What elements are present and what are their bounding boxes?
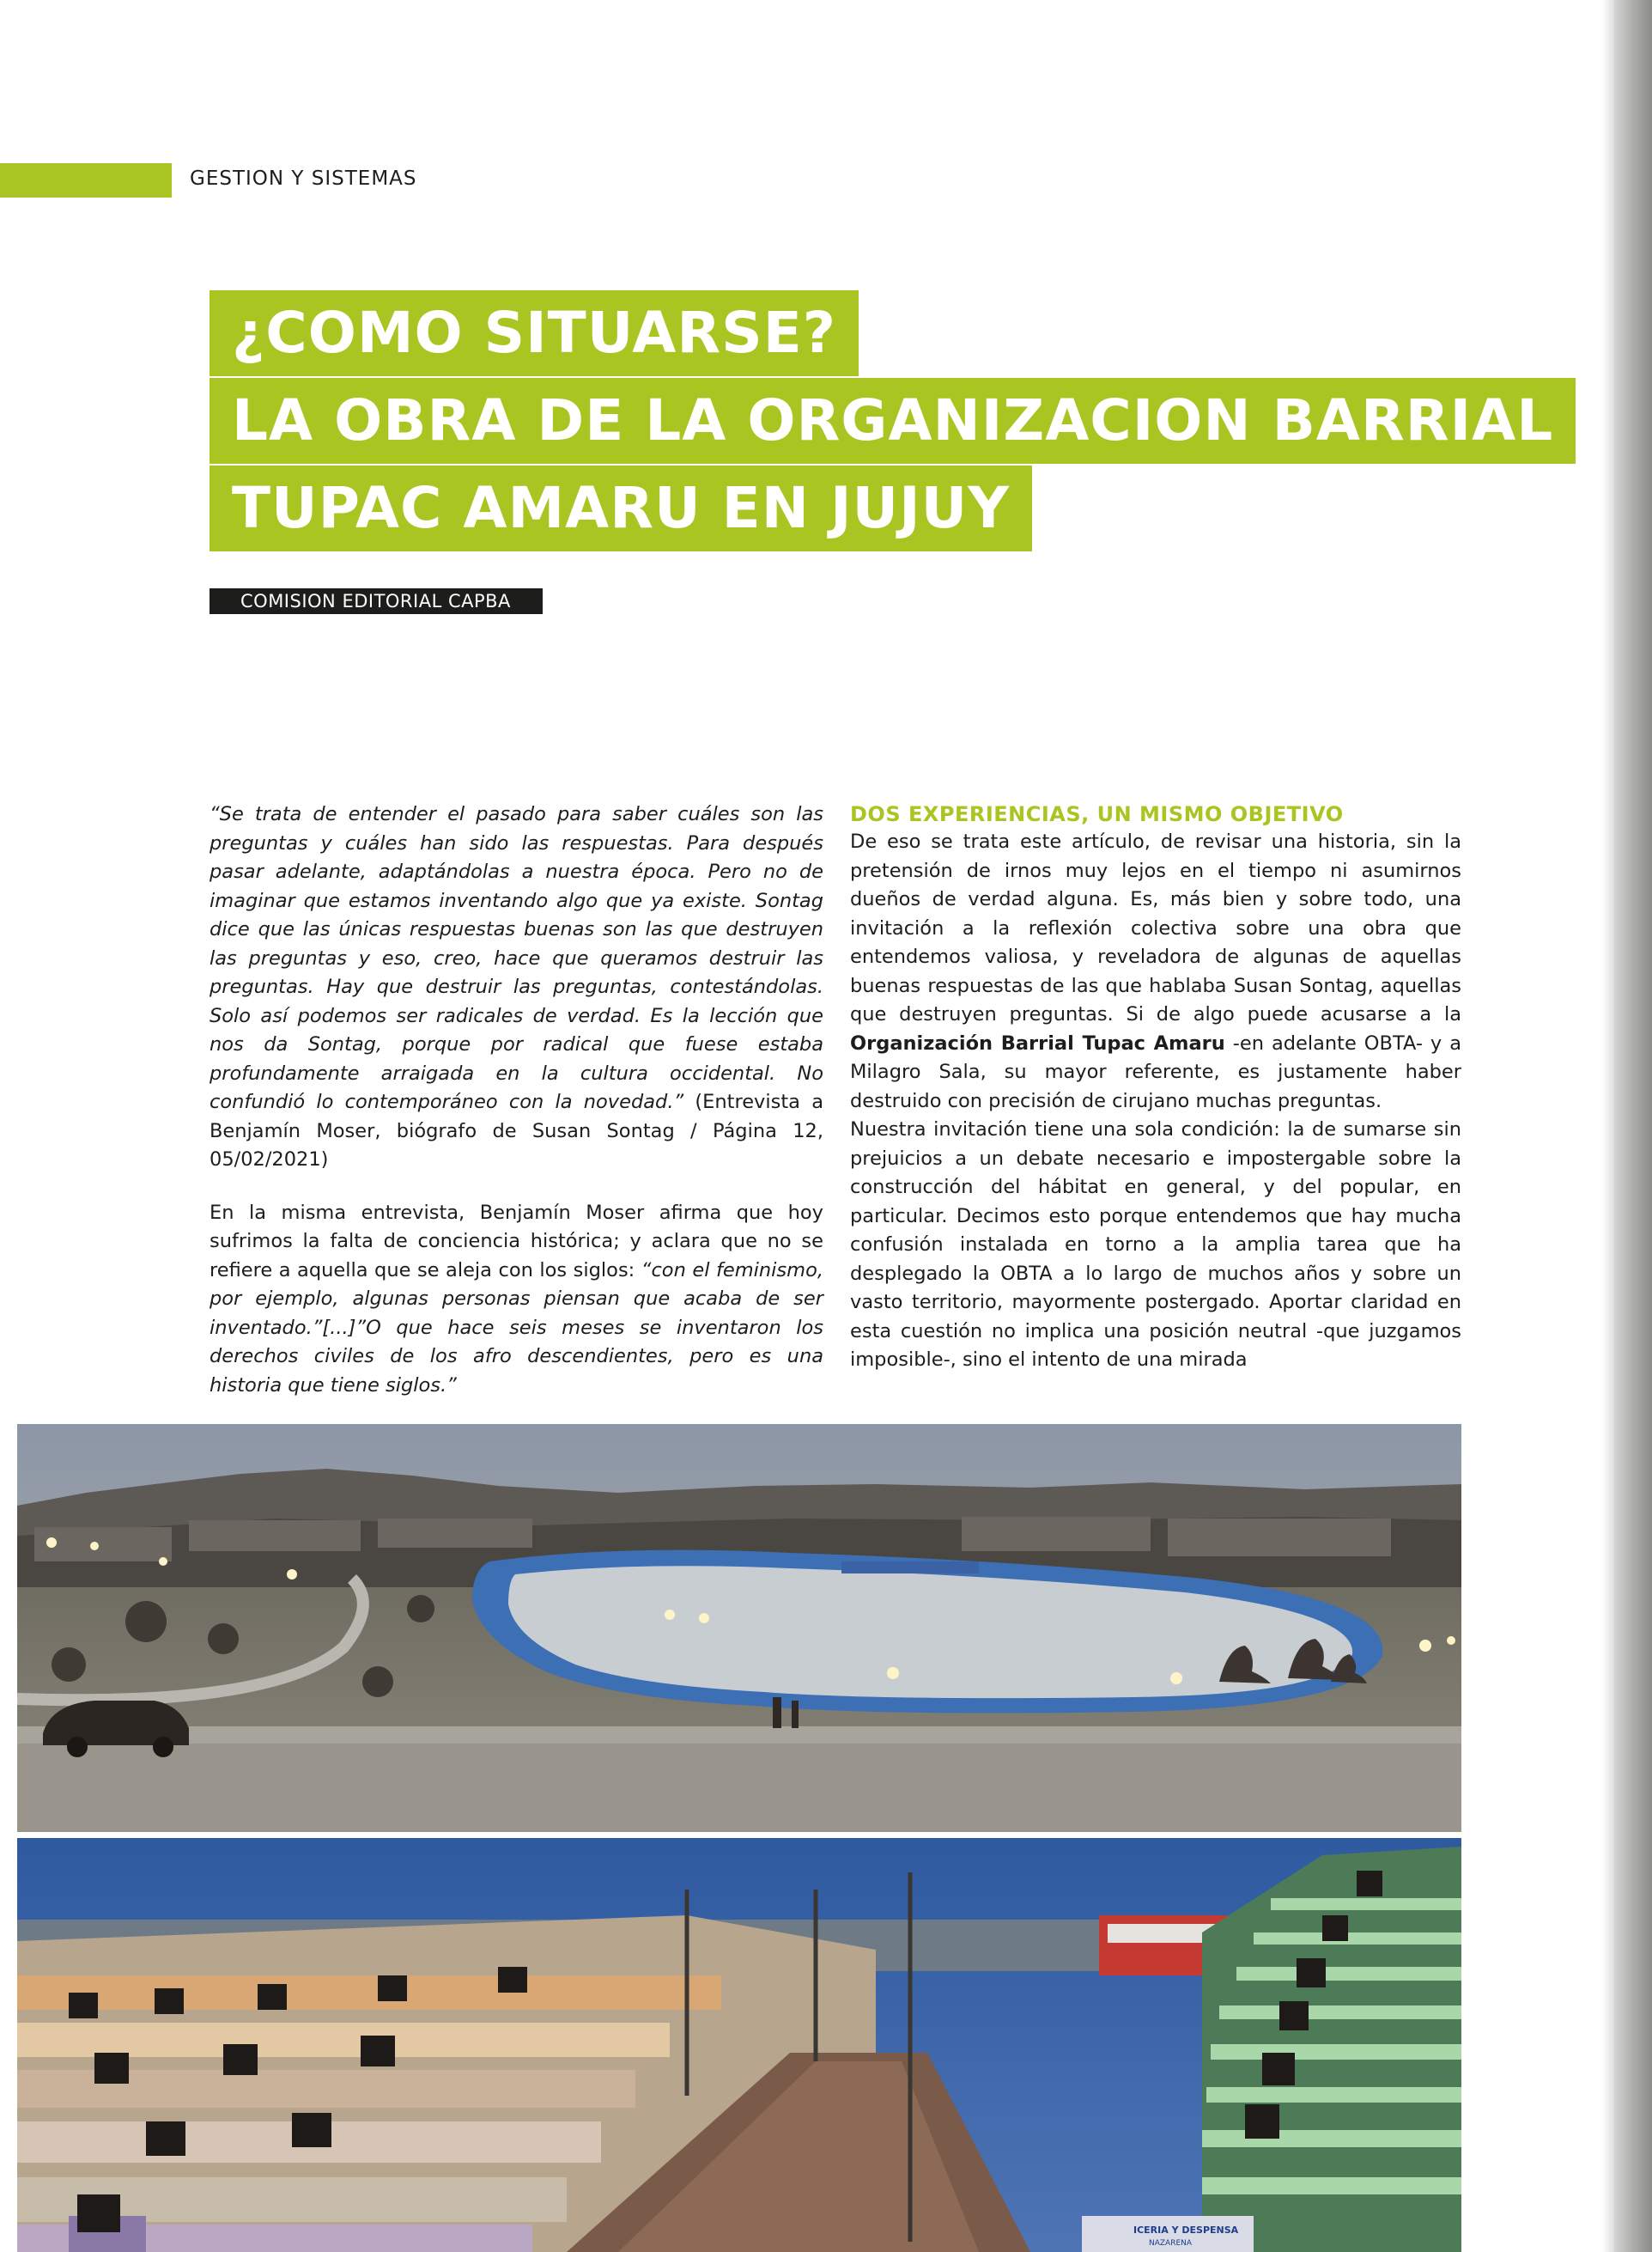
organization-name: Organización Barrial Tupac Amaru xyxy=(850,1032,1225,1055)
store-sign-text: ICERIA Y DESPENSA xyxy=(1133,2225,1239,2236)
title-line-3: TUPAC AMARU EN JUJUY xyxy=(210,466,1032,551)
title-line-1: ¿COMO SITUARSE? xyxy=(210,290,859,376)
section-label: GESTION Y SISTEMAS xyxy=(190,167,417,190)
page-binding-edge xyxy=(1614,0,1652,2252)
left-column xyxy=(210,800,823,1400)
section-marker-bar xyxy=(0,163,172,198)
byline: COMISION EDITORIAL CAPBA xyxy=(210,588,543,614)
opening-quote-paragraph xyxy=(210,800,823,1175)
opening-quote: “Se trata de entender el pasado para saber cuáles son las preguntas y cuáles han sido las respuestas. Para después pasar adelante, adaptándolas a nuestra época. Pero no de imaginar que estamos inventando algo que ya existe. Sontag dice que las únicas respuestas buenas son las que destruyen las preguntas y eso, creo, hace que queramos destruir las preguntas. Hay que destruir las preguntas, contestándolas. Solo así podemos ser radicales de verdad. Es la lección que nos da Sontag, porque por radical que fuese estaba profundamente arraigada en la cultura occidental. No confundió lo contemporáneo con la novedad.” xyxy=(210,803,823,1113)
right-paragraph-2: Nuestra invitación tiene una sola condición: la de sumarse sin prejuicios a un debate necesario e impostergable sobre la construcción del hábitat en general, y del popular, en particular. Decimos esto porque entendemos que hay mucha confusión instalada en torno a la amplia tarea que ha desplegado la OBTA a lo largo de muchos años y sobre un vasto territorio, mayormente postergado. Aportar claridad en esta cuestión no implica una posición neutral -que juzgamos imposible-, sino el intento de una mirada xyxy=(850,1118,1461,1371)
paragraph-2 xyxy=(210,1199,823,1401)
title-line-2: LA OBRA DE LA ORGANIZACION BARRIAL xyxy=(210,378,1576,464)
right-paragraph-1-text-b: -en adelante OBTA- y a Milagro Sala, su mayor referente, es justamente haber destruido con precisión de cirujano muchas preguntas. xyxy=(850,1032,1462,1112)
quote-source: (Entrevista a Benjamín Moser, biógrafo de Susan Sontag / Página 12, 05/02/2021) xyxy=(210,1091,823,1171)
photo-neighborhood-street xyxy=(17,1838,1461,2252)
photo-park-pool xyxy=(17,1424,1461,1832)
paragraph-2-text: En la misma entrevista, Benjamín Moser afirma que hoy sufrimos la falta de conciencia histórica; y aclara que no se refiere a aquella que se aleja con los siglos: xyxy=(210,1201,823,1281)
subheading: DOS EXPERIENCIAS, UN MISMO OBJETIVO xyxy=(850,802,1344,826)
right-paragraph-1 xyxy=(850,828,1461,1116)
store-sign-subtext: NAZARENA xyxy=(1149,2239,1193,2248)
paragraph-2-quote: “con el feminismo, por ejemplo, algunas personas piensan que acaba de ser inventado.”[...]”O que hace seis meses se inventaron los derechos civiles de los afro descendientes, pero es una historia que tiene siglos.” xyxy=(210,1258,823,1397)
right-paragraph-1-text-a: De eso se trata este artículo, de revisar una historia, sin la pretensión de irnos muy lejos en el tiempo ni asumirnos dueños de verdad alguna. Es, más bien y sobre todo, una invitación a la reflexión colectiva sobre una obra que entendemos valiosa, y reveladora de algunas de aquellas buenas respuestas de las que hablaba Susan Sontag, aquellas que destruyen preguntas. Si de algo puede acusarse a la xyxy=(850,831,1461,1026)
right-column xyxy=(850,800,1461,1375)
